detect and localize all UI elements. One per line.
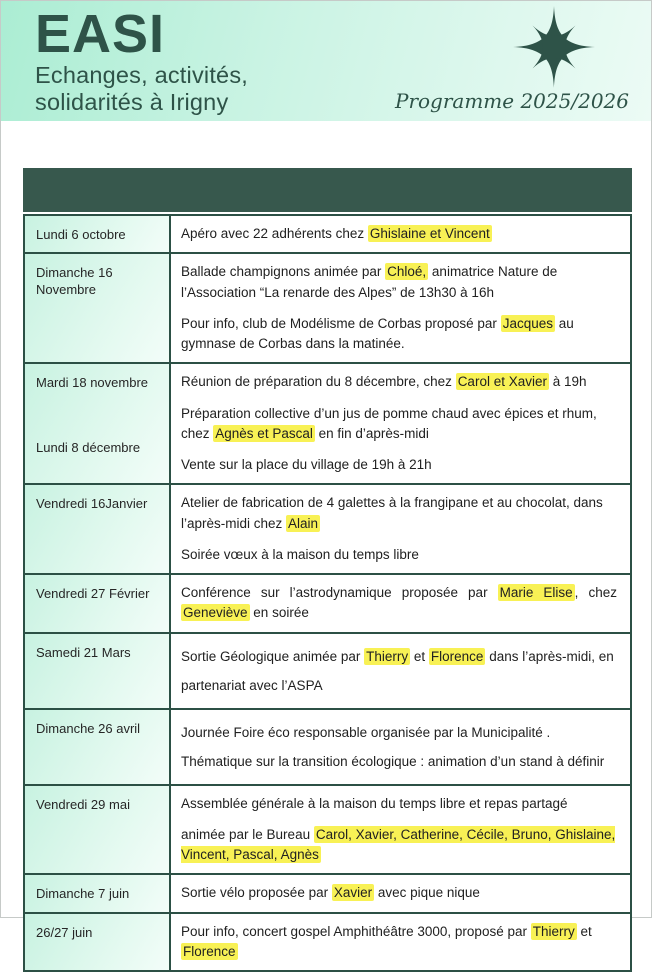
- event-cell: [171, 364, 630, 483]
- highlighted-name: Thierry: [532, 923, 575, 939]
- table-row: [25, 912, 630, 971]
- text-segment: Thématique sur la transition écologique : animation d’un stand à définir: [181, 753, 605, 769]
- programme-table: [23, 168, 632, 972]
- highlighted-name: Thierry: [366, 648, 409, 664]
- table-row: [25, 216, 630, 252]
- date-label: Dimanche 26 avril: [36, 720, 141, 736]
- subtitle-line-2: solidarités à Irigny: [35, 88, 229, 115]
- programme-label: Programme 2025/2026: [394, 89, 629, 113]
- event-cell: [171, 914, 630, 971]
- event-cell: [171, 575, 630, 632]
- date-label: Samedi 21 Mars: [36, 644, 131, 660]
- table-row: [25, 873, 630, 911]
- text-segment: Réunion de préparation du 8 décembre, chez: [181, 374, 456, 390]
- date-cell: [25, 575, 171, 632]
- date-cell: [25, 364, 171, 483]
- highlighted-name: Florence: [183, 943, 236, 959]
- event-text: [181, 794, 617, 814]
- event-cell: [171, 634, 630, 708]
- page-title: EASI: [35, 4, 166, 64]
- text-segment: Pour info, club de Modélisme de Corbas proposé par: [181, 315, 501, 331]
- event-text: [181, 455, 617, 475]
- event-text: [181, 493, 617, 534]
- table-row: [25, 362, 630, 483]
- highlighted-name: Xavier: [333, 885, 373, 901]
- date-label: Lundi 8 décembre: [36, 439, 141, 455]
- text-segment: animatrice Nature de l’Association “La renarde des Alpes” de 13h30 à 16h: [181, 264, 558, 300]
- event-text: [181, 922, 617, 963]
- text-segment: à 19h: [548, 374, 587, 390]
- table-row: [25, 784, 630, 874]
- date-cell: [25, 485, 171, 573]
- text-segment: Journée Foire éco responsable organisée par la Municipalité .: [181, 724, 551, 740]
- event-text: [181, 314, 617, 355]
- highlighted-name: Geneviève: [183, 605, 248, 621]
- table-rows: [23, 214, 632, 972]
- text-segment: Préparation collective d’un jus de pomme chaud avec épices et rhum, chez: [181, 405, 597, 441]
- text-segment: Vente sur la place du village de 19h à 21h: [181, 457, 432, 472]
- text-segment: Sortie vélo proposée par: [181, 885, 332, 901]
- text-segment: Soirée vœux à la maison du temps libre: [181, 546, 419, 562]
- event-text: [181, 747, 617, 776]
- event-cell: [171, 786, 630, 874]
- event-cell: [171, 875, 630, 911]
- text-segment: au gymnase de Corbas dans la matinée.: [181, 315, 574, 351]
- date-label: Vendredi 27 Février: [36, 586, 150, 601]
- text-segment: Apéro avec 22 adhérents chez: [181, 226, 368, 241]
- text-segment: Ballade champignons animée par: [181, 264, 386, 280]
- highlighted-name: Jacques: [502, 315, 553, 331]
- event-text: [181, 825, 617, 866]
- event-text: [181, 404, 617, 445]
- sparkle-star-icon: [513, 6, 595, 88]
- table-row: [25, 573, 630, 632]
- event-cell: [171, 485, 630, 573]
- date-cell: [25, 710, 171, 784]
- text-segment: Assemblée générale à la maison du temps libre et repas partagé: [181, 795, 568, 811]
- highlighted-name: Agnès et Pascal: [215, 425, 313, 441]
- event-text: [181, 718, 617, 747]
- text-segment: avec pique nique: [374, 885, 480, 901]
- table-row: [25, 483, 630, 573]
- table-row: [25, 632, 630, 708]
- highlighted-name: Ghislaine et Vincent: [369, 226, 490, 241]
- date-cell: [25, 914, 171, 971]
- table-header-bar: [23, 168, 632, 212]
- date-cell: [25, 634, 171, 708]
- event-text: [181, 262, 617, 303]
- date-label: Dimanche 16 Novembre: [36, 265, 113, 297]
- event-text: [181, 545, 617, 565]
- highlighted-name: Chloé,: [387, 264, 427, 280]
- text-segment: et: [576, 923, 592, 939]
- text-segment: Sortie Géologique animée par: [181, 648, 365, 664]
- event-text: [181, 372, 617, 392]
- text-segment: et: [410, 648, 429, 664]
- text-segment: animée par le Bureau: [181, 826, 314, 842]
- header-banner: [1, 1, 651, 121]
- event-cell: [171, 710, 630, 784]
- event-cell: [171, 254, 630, 362]
- highlighted-name: Florence: [430, 648, 484, 664]
- text-segment: Atelier de fabrication de 4 galettes à la frangipane et au chocolat, dans l’après-midi chez: [181, 495, 603, 531]
- text-segment: Conférence sur l’astrodynamique proposée par: [181, 585, 498, 600]
- highlighted-name: Alain: [288, 515, 319, 531]
- table-row: [25, 708, 630, 784]
- table-row: [25, 252, 630, 362]
- event-cell: [171, 216, 630, 252]
- highlighted-name: Marie Elise: [499, 585, 573, 600]
- date-cell: [25, 216, 171, 252]
- date-cell: [25, 254, 171, 362]
- date-label: Lundi 6 octobre: [36, 227, 126, 242]
- text-segment: en fin d’après-midi: [314, 425, 429, 441]
- event-text: [181, 224, 617, 244]
- event-text: [181, 642, 617, 700]
- highlighted-name: Carol, Xavier, Catherine, Cécile, Bruno, Ghislaine, Vincent, Pascal, Agnès: [181, 826, 616, 863]
- text-segment: Pour info, concert gospel Amphithéâtre 3000, proposé par: [181, 923, 531, 939]
- event-text: [181, 583, 617, 624]
- date-cell: [25, 786, 171, 874]
- highlighted-name: Carol et Xavier: [457, 374, 547, 390]
- text-segment: en soirée: [249, 605, 309, 621]
- text-segment: , chez: [574, 585, 617, 600]
- date-label: 26/27 juin: [36, 924, 93, 940]
- subtitle-line-1: Echanges, activités,: [35, 62, 248, 88]
- date-label: Mardi 18 novembre: [36, 375, 148, 391]
- text-segment: dans l’après-midi, en partenariat avec l’ASPA: [181, 648, 614, 693]
- date-label: Vendredi 29 mai: [36, 796, 130, 812]
- date-label: Vendredi 16Janvier: [36, 496, 148, 512]
- date-cell: [25, 875, 171, 911]
- event-text: [181, 883, 617, 903]
- date-label: Dimanche 7 juin: [36, 886, 130, 902]
